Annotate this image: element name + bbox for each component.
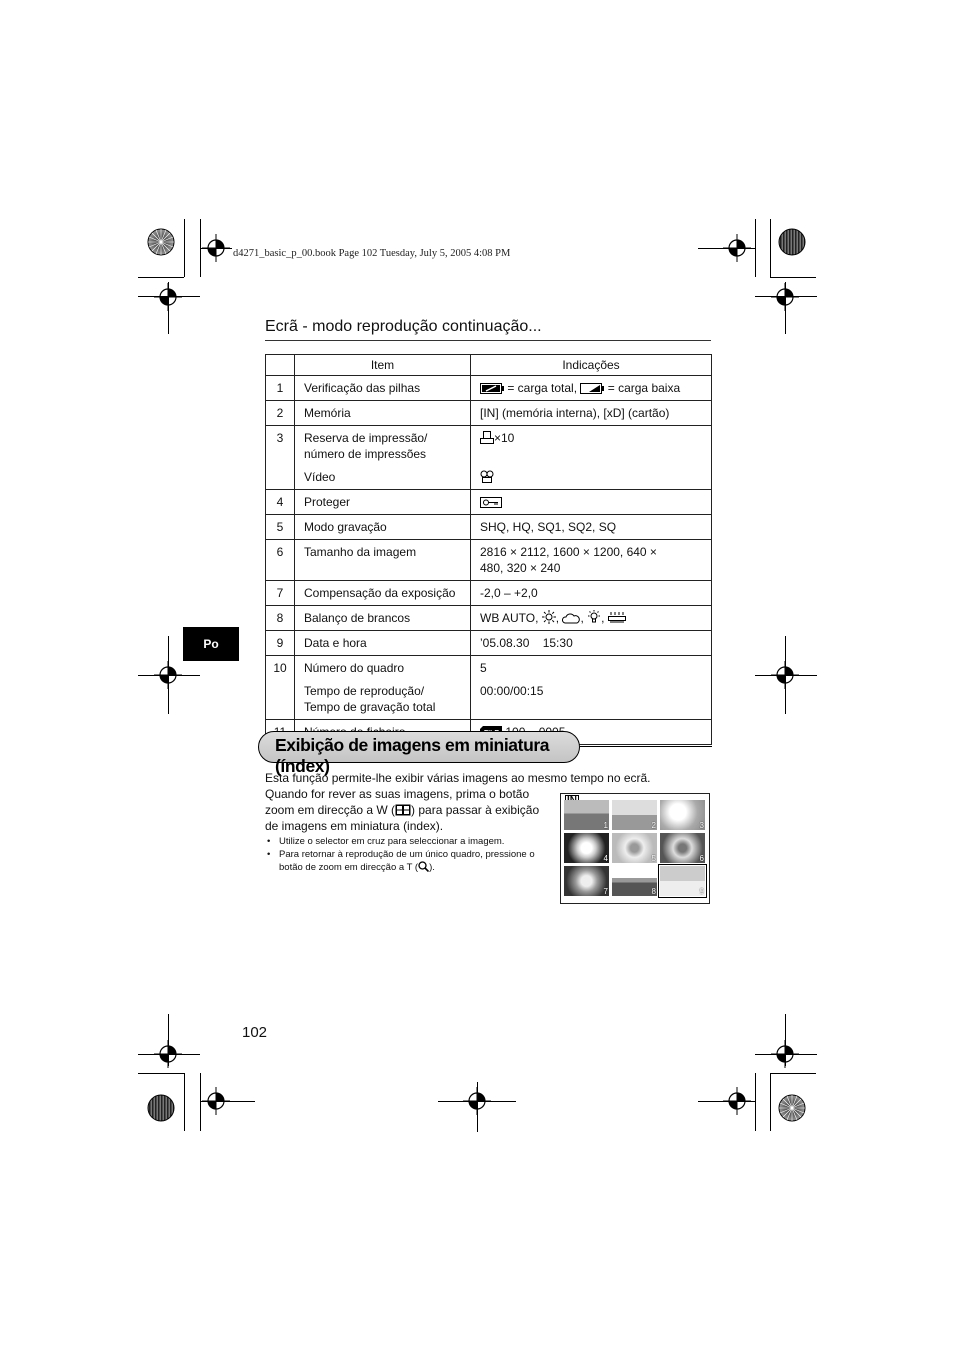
thumbnail: 7 bbox=[564, 866, 609, 896]
movie-icon bbox=[480, 470, 494, 483]
page-number: 102 bbox=[242, 1024, 268, 1041]
intro-paragraph: Esta função permite-lhe exibir várias imagens ao mesmo tempo no ecrã. bbox=[265, 771, 651, 785]
thumbnail: 8 bbox=[612, 866, 657, 896]
sun-icon bbox=[542, 610, 556, 624]
table-row: 9 Data e hora ’05.08.30 15:30 bbox=[266, 631, 712, 656]
battery-full-icon bbox=[480, 383, 504, 394]
index-w-icon bbox=[395, 804, 411, 816]
table-row: 6 Tamanho da imagem 2816 × 2112, 1600 × 1200, 640 × 480, 320 × 240 bbox=[266, 540, 712, 581]
table-row: 10 Número do quadro Tempo de reprodução/ Tempo de gravação total 5 00:00/00:15 bbox=[266, 656, 712, 720]
thumbnail: 5 bbox=[612, 833, 657, 863]
table-row: 4 Proteger bbox=[266, 490, 712, 515]
magnify-t-icon bbox=[418, 861, 429, 872]
thumbnail: 1 bbox=[564, 800, 609, 830]
table-header-row bbox=[266, 355, 712, 376]
table-row: 2 Memória [IN] (memória interna), [xD] (cartão) bbox=[266, 401, 712, 426]
heading-text: Exibição de imagens em miniatura (índex) bbox=[275, 735, 550, 776]
table-row: 5 Modo gravação SHQ, HQ, SQ1, SQ2, SQ bbox=[266, 515, 712, 540]
display-table bbox=[265, 354, 712, 745]
thumbnail: 6 bbox=[660, 833, 705, 863]
print-info: d4271_basic_p_00.book Page 102 Tuesday, July 5, 2005 4:08 PM bbox=[233, 248, 511, 259]
cloud-icon bbox=[562, 613, 580, 624]
section-header: Ecrã - modo reprodução continuação... bbox=[265, 318, 711, 341]
table-row: 8 Balanço de brancos WB AUTO, , , , bbox=[266, 606, 712, 631]
section-heading bbox=[258, 731, 580, 776]
thumbnail-selected: 9 bbox=[660, 866, 705, 896]
bulb-icon bbox=[587, 610, 601, 624]
list-item: • Utilize o selector em cruz para seleccionar a imagem. bbox=[265, 835, 545, 848]
print-order-icon bbox=[480, 431, 494, 444]
thumbnail: 3 bbox=[660, 800, 705, 830]
table-row: 3 Reserva de impressão/ número de impressões Vídeo ×10 bbox=[266, 426, 712, 490]
instruction-paragraph: Quando for rever as suas imagens, prima o botão zoom em direcção a W ( ) para passar à exibição de imagens em miniatura (index). bbox=[265, 787, 540, 833]
tips-list bbox=[265, 835, 545, 874]
battery-low-icon bbox=[580, 383, 604, 394]
list-item: • Para retornar à reprodução de um único quadro, pressione o botão de zoom em direcção a T ( ). bbox=[265, 848, 545, 874]
heading-rule bbox=[580, 746, 712, 747]
language-tab: Po bbox=[183, 627, 239, 661]
thumbnail: 2 bbox=[612, 800, 657, 830]
protect-key-icon bbox=[480, 497, 502, 508]
table-row: 7 Compensação da exposição -2,0 – +2,0 bbox=[266, 581, 712, 606]
index-display-illustration bbox=[560, 793, 710, 904]
col-indications: Indicações bbox=[471, 355, 712, 376]
table-row: 1 Verificação das pilhas = carga total, = carga baixa bbox=[266, 376, 712, 401]
fluorescent-icon bbox=[608, 612, 626, 624]
thumbnail: 4 bbox=[564, 833, 609, 863]
col-item: Item bbox=[295, 355, 471, 376]
